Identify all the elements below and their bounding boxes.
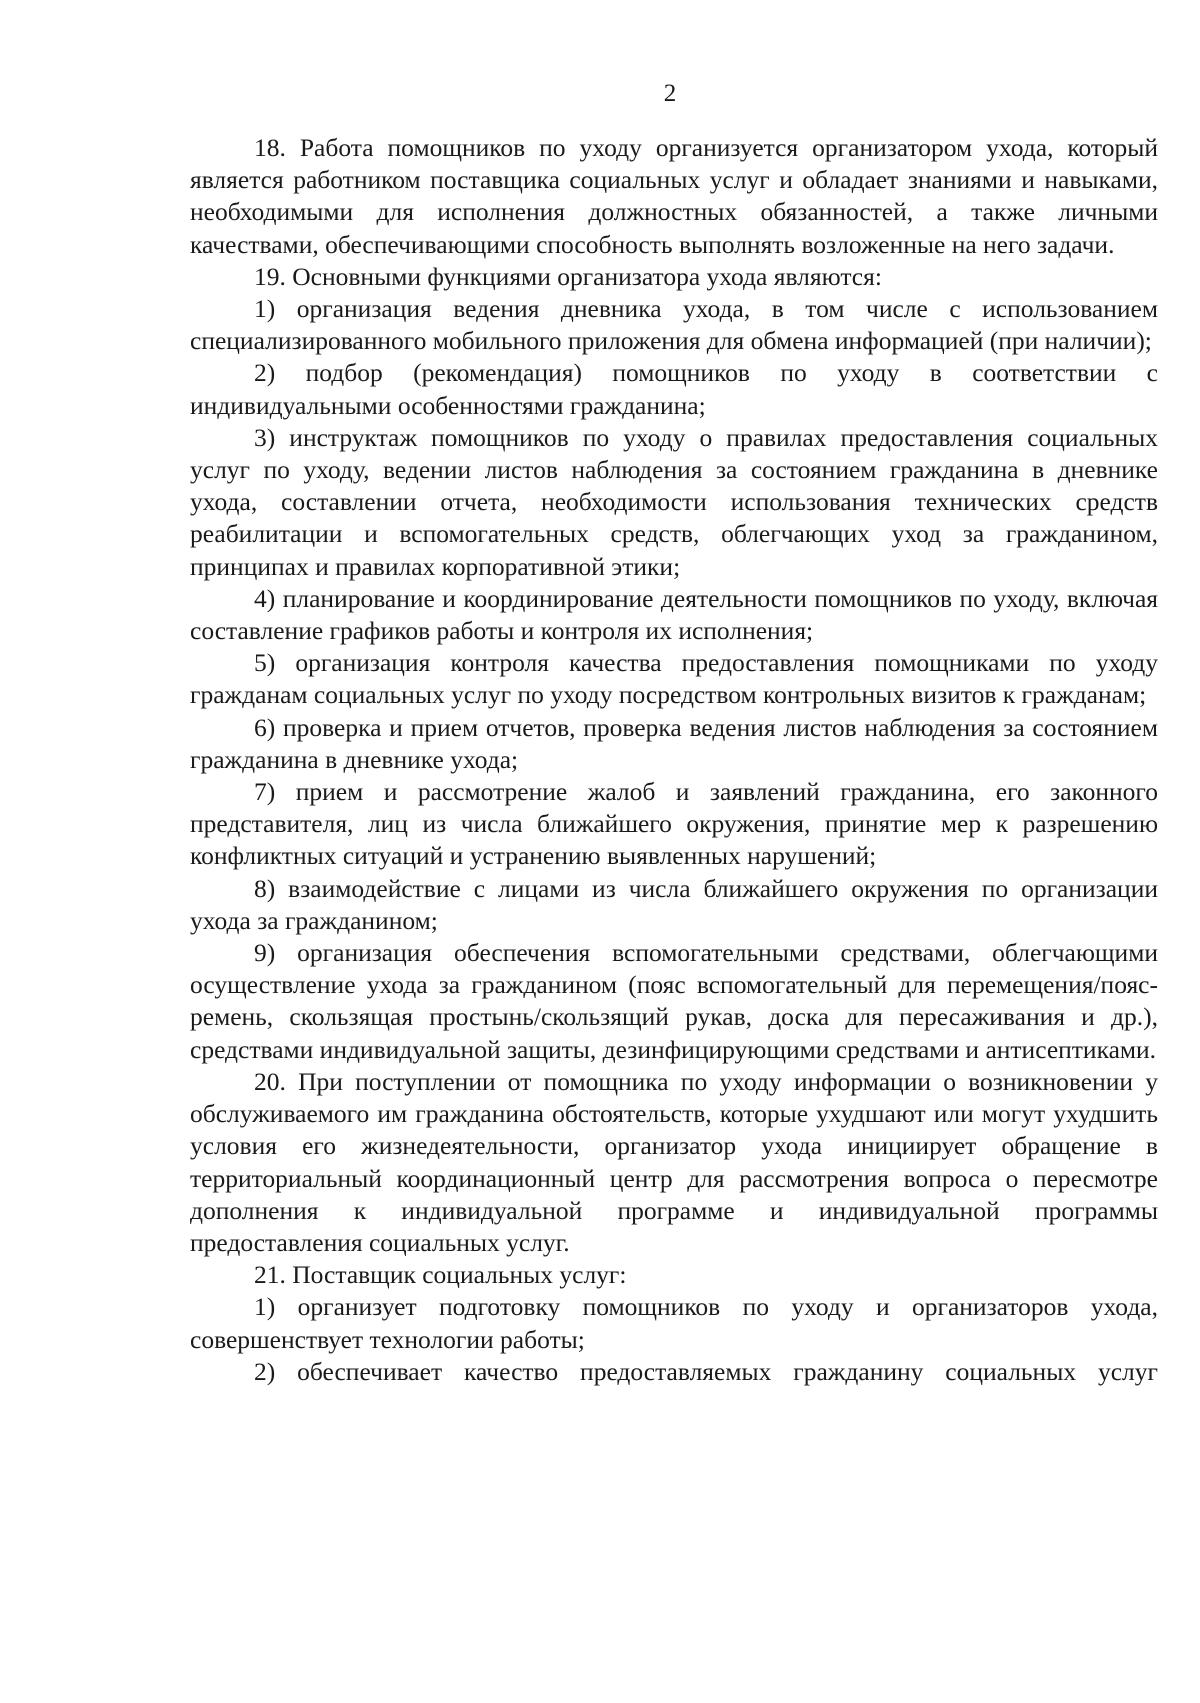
- list-item-19-3: 3) инструктаж помощников по уходу о правилах предоставления социальных услуг по уходу, ведении листов наблюдения за состоянием гражданина в дневнике ухода, составлении отчета, необходимости использования технических средств реабилитации и вспомогательных средств, облегчающих уход за гражданином, принципах и правилах корпоративной этики;: [190, 422, 1158, 581]
- list-item-19-1: 1) организация ведения дневника ухода, в том числе с использованием специализированного мобильного приложения для обмена информацией (при наличии);: [190, 294, 1158, 356]
- list-item-19-2: 2) подбор (рекомендация) помощников по уходу в соответствии с индивидуальными особенностями гражданина;: [190, 358, 1158, 420]
- list-item-21-2: 2) обеспечивает качество предоставляемых гражданину социальных услуг: [254, 1356, 1158, 1386]
- list-item-19-9: 9) организация обеспечения вспомогательными средствами, облегчающими осуществление ухода за гражданином (пояс вспомогательный для перемещения/пояс-ремень, скользящая простынь/скользящий рукав, доска для пересаживания и др.), средствами индивидуальной защиты, дезинфицирующими средствами и антисептиками.: [190, 938, 1158, 1064]
- document-body: [190, 132, 1158, 1388]
- list-item-19-6: 6) проверка и прием отчетов, проверка ведения листов наблюдения за состоянием гражданина в дневнике ухода;: [190, 712, 1158, 774]
- list-item-21-1: 1) организует подготовку помощников по уходу и организаторов ухода, совершенствует технологии работы;: [190, 1292, 1158, 1354]
- paragraph-21: 21. Поставщик социальных услуг:: [254, 1260, 627, 1290]
- page-number: 2: [663, 80, 677, 107]
- paragraph-18: 18. Работа помощников по уходу организуется организатором ухода, который является работником поставщика социальных услуг и обладает знаниями и навыками, необходимыми для исполнения должностных обязанностей, а также личными качествами, обеспечивающими способность выполнять возложенные на него задачи.: [190, 133, 1158, 259]
- list-item-19-8: 8) взаимодействие с лицами из числа ближайшего окружения по организации ухода за гражданином;: [190, 873, 1158, 935]
- paragraph-19: 19. Основными функциями организатора ухода являются:: [254, 261, 882, 291]
- list-item-19-7: 7) прием и рассмотрение жалоб и заявлений гражданина, его законного представителя, лиц из числа ближайшего окружения, принятие мер к разрешению конфликтных ситуаций и устранению выявленных нарушений;: [190, 777, 1158, 871]
- paragraph-20: 20. При поступлении от помощника по уходу информации о возникновении у обслуживаемого им гражданина обстоятельств, которые ухудшают или могут ухудшить условия его жизнедеятельности, организатор ухода инициирует обращение в территориальный координационный центр для рассмотрения вопроса о пересмотре дополнения к индивидуальной программе и индивидуальной программы предоставления социальных услуг.: [190, 1066, 1158, 1257]
- list-item-19-4: 4) планирование и координирование деятельности помощников по уходу, включая составление графиков работы и контроля их исполнения;: [190, 583, 1158, 646]
- list-item-19-5: 5) организация контроля качества предоставления помощниками по уходу гражданам социальных услуг по уходу посредством контрольных визитов к гражданам;: [190, 648, 1158, 710]
